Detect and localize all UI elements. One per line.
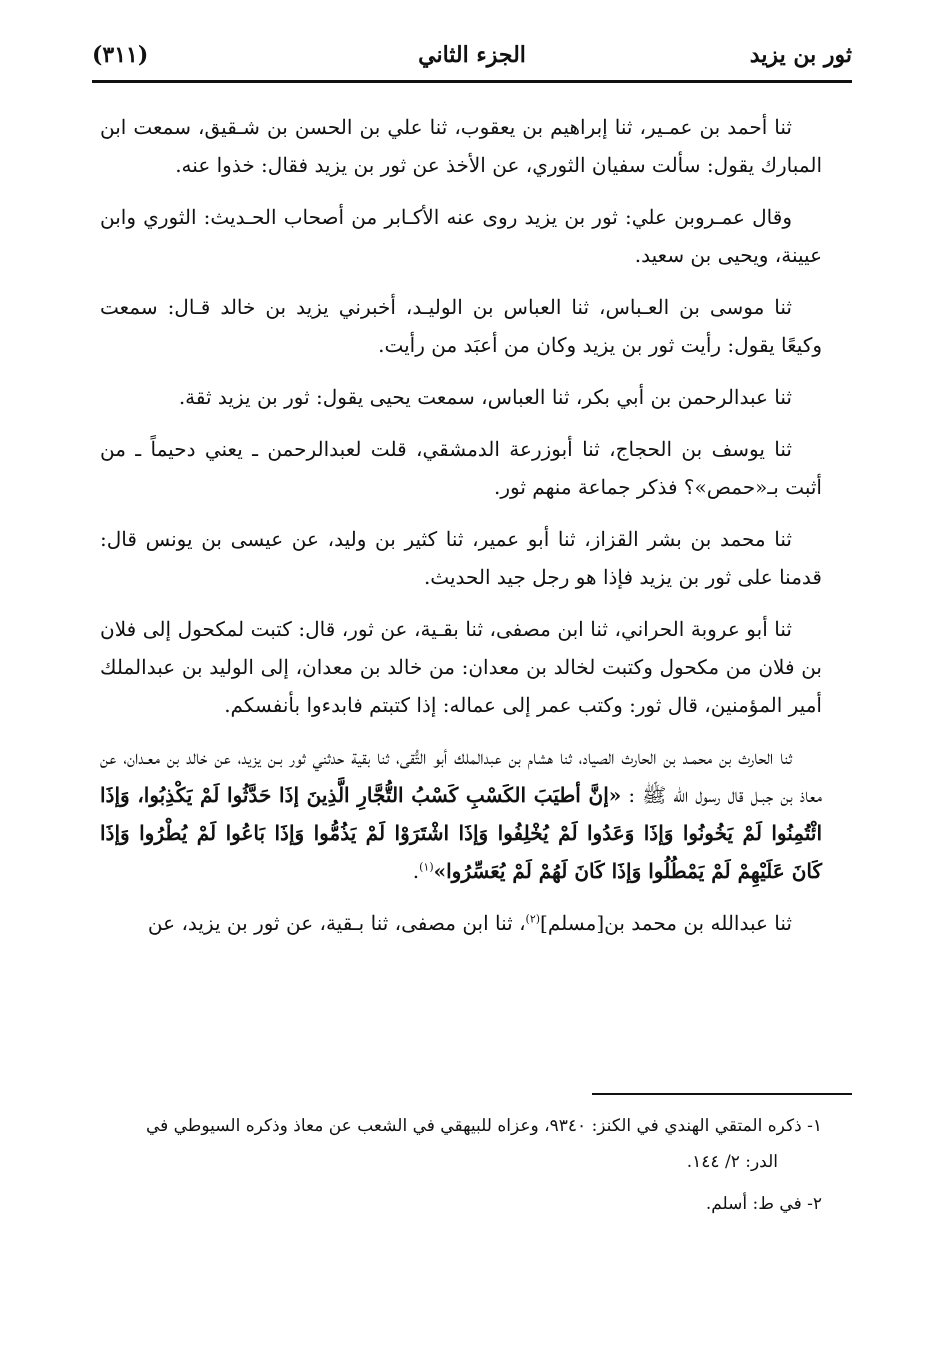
footnotes	[100, 1108, 822, 1228]
footnote-rule	[592, 1093, 852, 1095]
hadith-matn: «إنَّ أطيَبَ الكَسْبِ كَسْبُ التُّجَّارِ الَّذِينَ إذَا حَدَّثُوا لَمْ يَكْذِبُوا، وَإذَا ائْتُمِنُوا لَمْ يَخُونُوا وَإذَا وَعَدُوا لَمْ يُخْلِفُوا وَإذَا اشْتَرَوْا لَمْ يَذُمُّوا وَإذَا بَاعُوا لَمْ يُطْرُوا وَإذَا كَانَ عَلَيْهِمْ لَمْ يَمْطُلُوا وَإذَا كَانَ لَهُمْ لَمْ يُعَسِّرُوا»	[100, 783, 822, 883]
paragraph: ثنا يوسف بن الحجاج، ثنا أبوزرعة الدمشقي، قلت لعبدالرحمن ـ يعني دحيماً ـ من أثبت بـ«حمص»؟ فذكر جماعة منهم ثور.	[100, 437, 822, 499]
footnote-text: في ط: أسلم.	[705, 1194, 802, 1214]
volume-title: الجزء الثاني	[418, 42, 526, 68]
footnote-marker[interactable]: (١)	[419, 860, 434, 874]
footnote-marker[interactable]: (٢)	[525, 912, 541, 926]
sentence-end: .	[412, 859, 420, 883]
paragraph: ثنا موسى بن العـباس، ثنا العباس بن الوليـد، أخبرني يزيد بن خالد قـال: سمعت وكيعًا يقول: رأيت ثور بن يزيد وكان من أعبَد من رأيت.	[100, 295, 822, 357]
footnote-item	[100, 1186, 822, 1222]
footnote-text: ذكره المتقي الهندي في الكنز: ٩٣٤٠، وعزاه للبيهقي في الشعب عن معاذ وذكره السيوطي في	[145, 1116, 802, 1136]
page-header	[92, 36, 852, 84]
hadith-isnad: ثنا الحارث بن محمـد بن الحارث الصياد، ثنا هشام بن عبدالملك أبو التُّقى، ثنا بقية حدثني ثور بـن يزيد، عن خالد بن معـدان، عن معاذ بن جبـل قال رسول الله ﷺ :	[100, 745, 823, 807]
paragraph: ثنا أبو عروبة الحراني، ثنا ابن مصفى، ثنا بقـية، عن ثور، قال: كتبت لمكحول إلى فلان بن فلان من مكحول وكتبت لخالد بن معدان: من خالد بن معدان، إلى الوليد بن عبدالملك أمير المؤمنين، قال ثور: وكتب عمر إلى عماله: إذا كتبتم فابدءوا بأنفسكم.	[100, 617, 822, 717]
footnote-number: ١-	[807, 1116, 822, 1136]
running-title: ثور بن يزيد	[749, 42, 852, 68]
paragraph: وقال عمـروبن علي: ثور بن يزيد روى عنه الأكـابر من أصحاب الحـديث: الثوري وابن عيينة، ويحيى بن سعيد.	[100, 205, 822, 267]
footnote-number: ٢-	[807, 1194, 822, 1214]
last-paragraph-end: ، ثنا ابن مصفى، ثنا بـقية، عن ثور بن يزيد، عن	[147, 911, 526, 935]
footnote-item	[100, 1108, 822, 1180]
last-paragraph	[100, 904, 822, 942]
paragraph: ثنا أحمد بن عمـير، ثنا إبراهيم بن يعقوب، ثنا علي بن الحسن بن شـقيق، سمعت ابن المبارك يقول: سألت سفيان الثوري، عن الأخذ عن ثور بن يزيد فقال: خذوا عنه.	[100, 115, 822, 177]
main-text	[100, 108, 822, 956]
hadith-paragraph	[100, 738, 822, 890]
page-number: (٣١١)	[92, 42, 149, 68]
footnote-continuation: الدر: ٢/ ١٤٤.	[686, 1152, 778, 1172]
header-rule	[92, 80, 852, 83]
last-paragraph-start: ثنا عبدالله بن محمد بن[مسلم]	[540, 911, 792, 935]
paragraph: ثنا عبدالرحمن بن أبي بكر، ثنا العباس، سمعت يحيى يقول: ثور بن يزيد ثقة.	[178, 385, 792, 409]
paragraph: ثنا محمد بن بشر القزاز، ثنا أبو عمير، ثنا كثير بن وليد، عن عيسى بن يونس قال: قدمنا على ثور بن يزيد فإذا هو رجل جيد الحديث.	[100, 527, 822, 589]
